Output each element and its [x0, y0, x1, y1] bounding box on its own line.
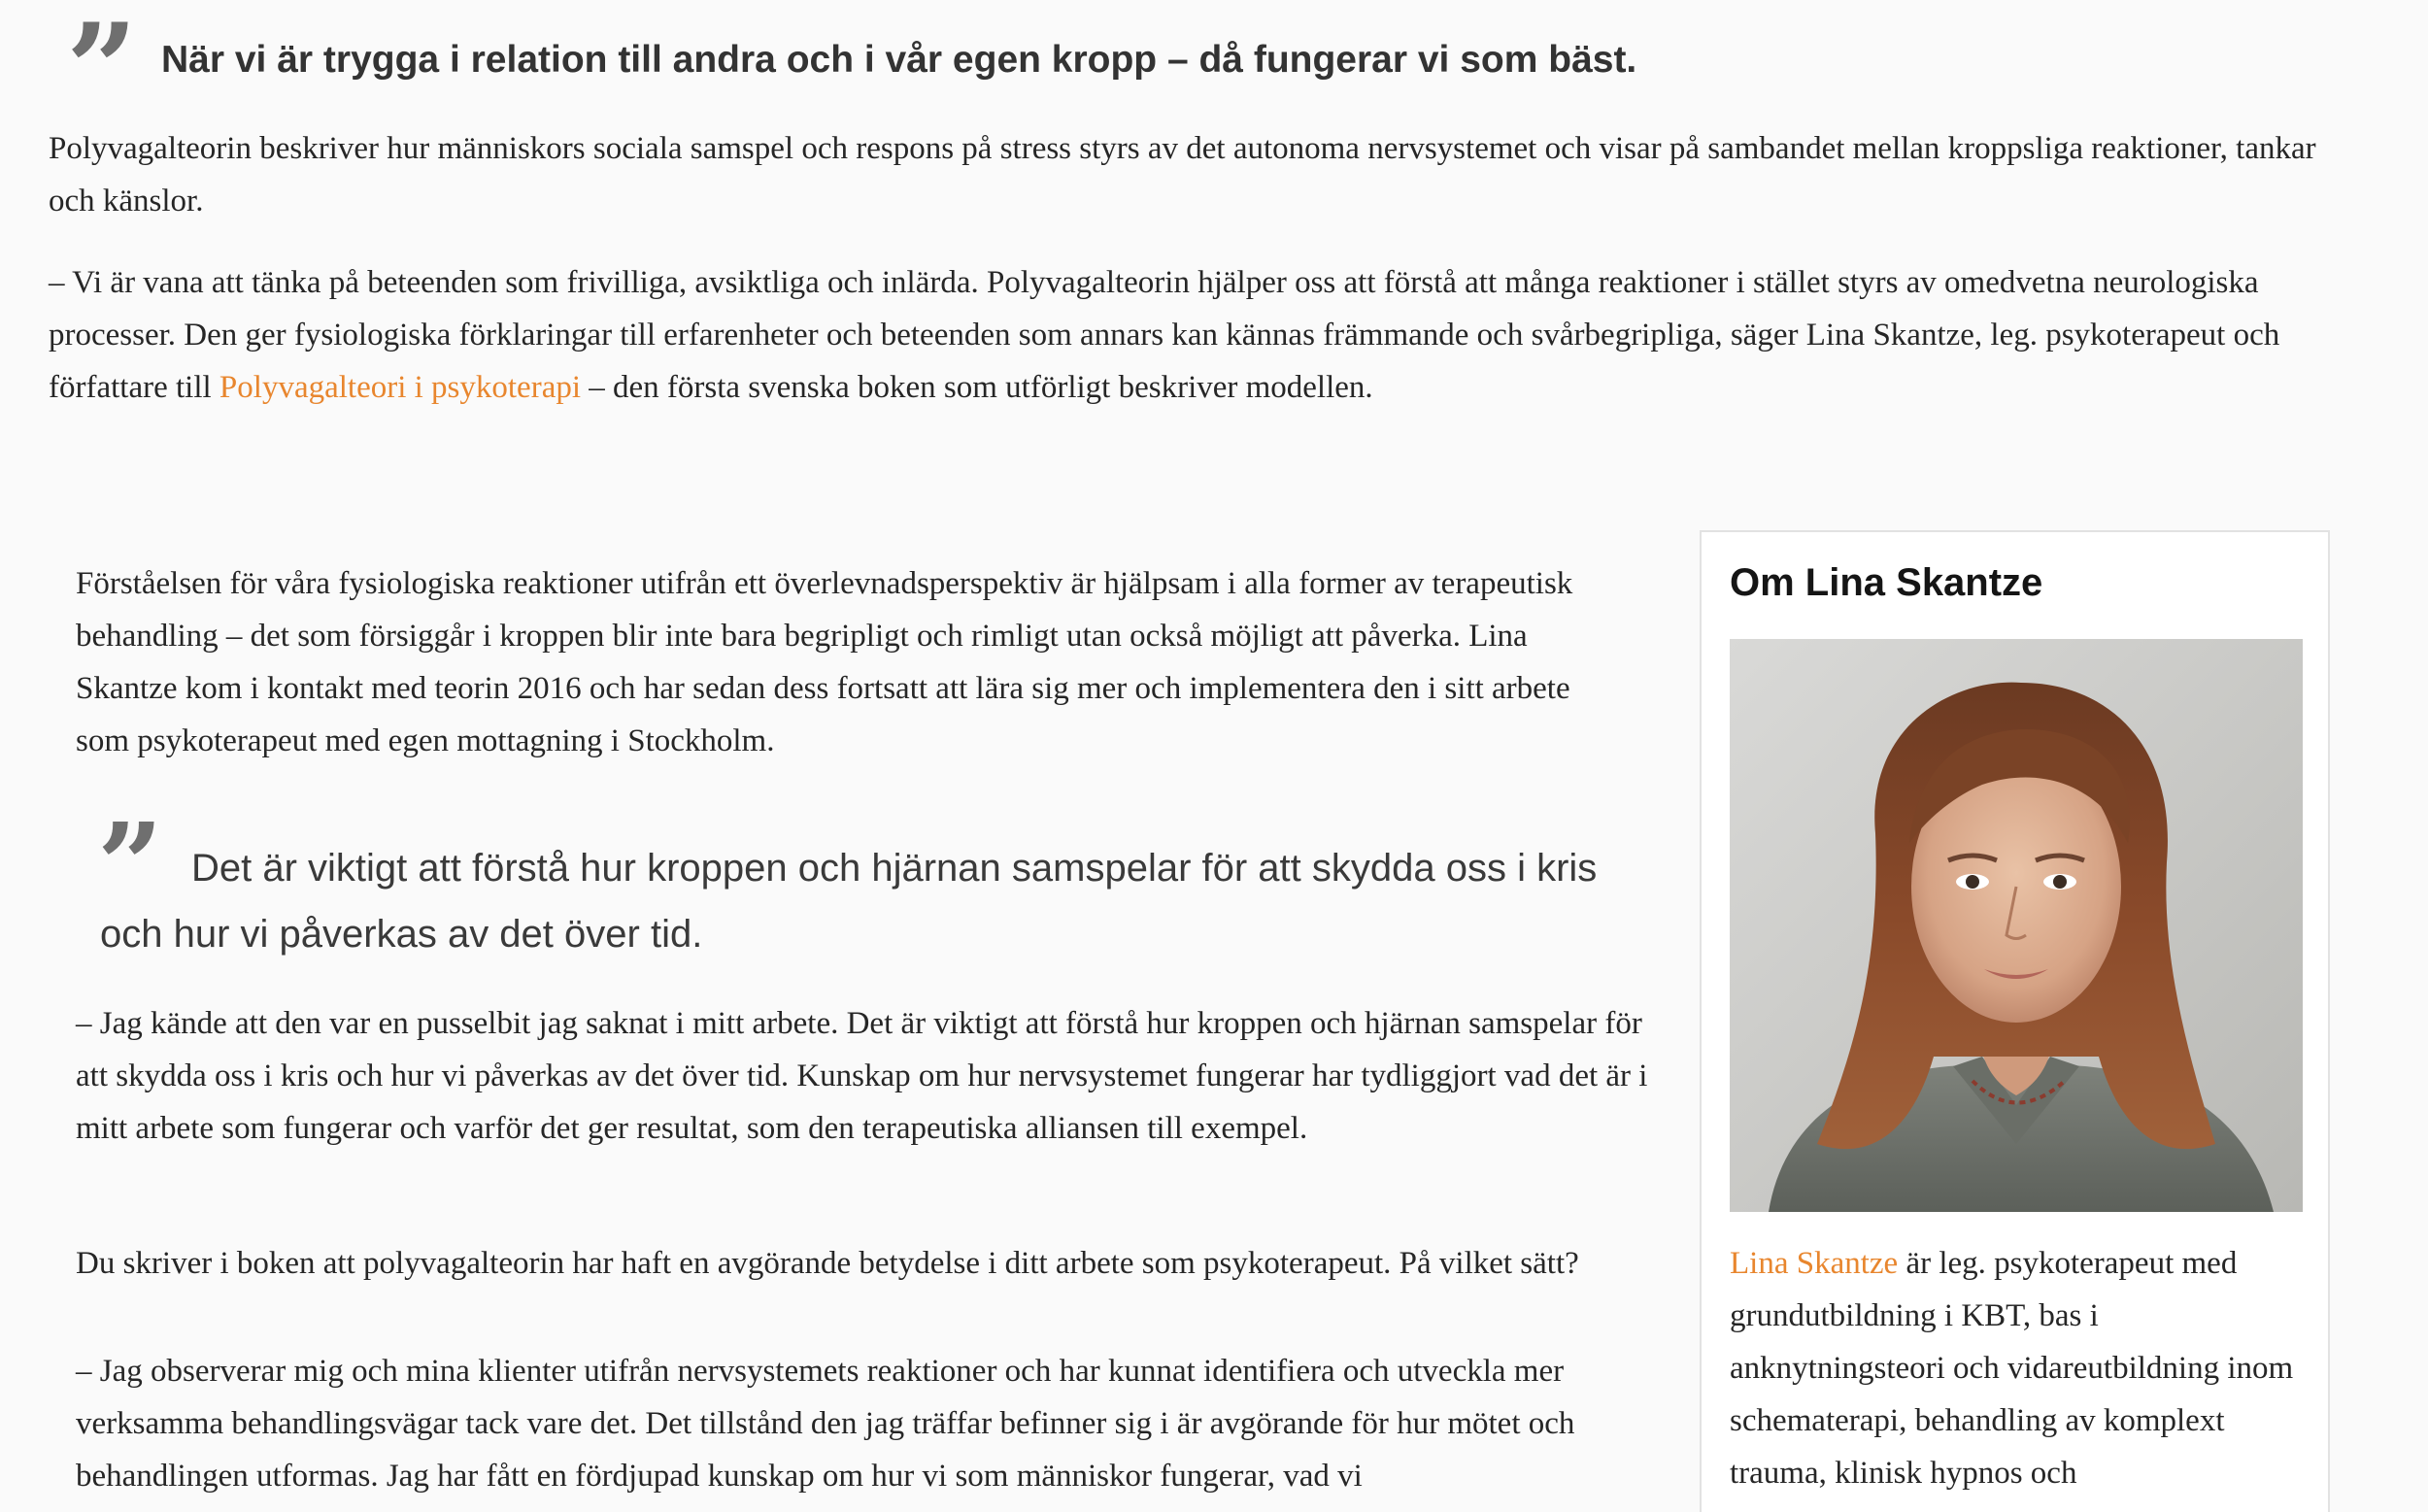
author-name-link[interactable]: Lina Skantze: [1730, 1246, 1899, 1281]
book-title-link[interactable]: Polyvagalteori i psykoterapi: [219, 370, 582, 405]
intro-text-before-link: – Vi är vana att tänka på beteenden som frivilliga, avsiktliga och inlärda. Polyvagalteorin hjälper oss att förstå att många reaktioner i stället styrs av omedvetna neurologiska processer. Den ger fysiologiska förklaringar till erfarenheter och beteenden som annars kan kännas främmande och svårbegripliga, säger Lina Skantze, leg. psykoterapeut och författare till: [49, 265, 2280, 405]
article-paragraph: Förståelsen för våra fysiologiska reaktioner utifrån ett överlevnadsperspektiv är hjälpsam i alla former av terapeutisk behandling – det som försiggår i kroppen blir inte bara begripligt och rimligt utan också möjligt att påverka. Lina Skantze kom i kontakt med teorin 2016 och har sedan dess fortsatt att lära sig mer och implementera den i sitt arbete som psykoterapeut med egen mottagning i Stockholm.: [76, 566, 1573, 758]
interview-question: Du skriver i boken att polyvagalteorin har haft en avgörande betydelse i ditt arbete som psykoterapeut. På vilket sätt?: [76, 1246, 1579, 1281]
author-sidebar: [1700, 530, 2330, 1512]
article-paragraph: – Jag observerar mig och mina klienter utifrån nervsystemets reaktioner och har kunnat identifiera och utveckla mer verksamma behandlingsvägar tack vare det. Det tillstånd den jag träffar befinner sig i är avgörande för hur mötet och behandlingen utformas. Jag har fått en fördjupad kunskap om hur vi som människor fungerar, vad vi: [76, 1354, 1575, 1494]
author-bio: [1730, 1237, 2312, 1499]
quote-mark-icon: ”: [66, 0, 130, 143]
portrait-photo: [1730, 639, 2303, 1212]
intro-paragraph-quote: [49, 256, 2379, 414]
quote-mark-icon: ”: [97, 797, 155, 932]
intro-paragraph: Polyvagalteorin beskriver hur människors sociala samspel och respons på stress styrs av det autonoma nervsystemet och visar på sambandet mellan kroppsliga reaktioner, tankar och känslor.: [49, 131, 2316, 218]
pull-quote-heading: När vi är trygga i relation till andra och i vår egen kropp – då fungerar vi som bäst.: [161, 39, 1637, 81]
intro-text-after-link: – den första svenska boken som utförligt beskriver modellen.: [581, 370, 1373, 405]
author-bio-text: är leg. psykoterapeut med grundutbildning i KBT, bas i anknytningsteori och vidareutbildning inom schematerapi, behandling av komplext trauma, klinisk hypnos och: [1730, 1246, 2294, 1491]
article-paragraph: – Jag kände att den var en pusselbit jag saknat i mitt arbete. Det är viktigt att förstå hur kroppen och hjärnan samspelar för att skydda oss i kris och hur vi påverkas av det över tid. Kunskap om hur nervsystemet fungerar har tydliggjort vad det är i mitt arbete som fungerar och varför det ger resultat, som den terapeutiska alliansen till exempel.: [76, 1006, 1648, 1146]
sidebar-title: Om Lina Skantze: [1730, 561, 2043, 604]
pull-quote: Det är viktigt att förstå hur kroppen och hjärnan samspelar för att skydda oss i kris och hur vi påverkas av det över tid.: [100, 847, 1598, 956]
